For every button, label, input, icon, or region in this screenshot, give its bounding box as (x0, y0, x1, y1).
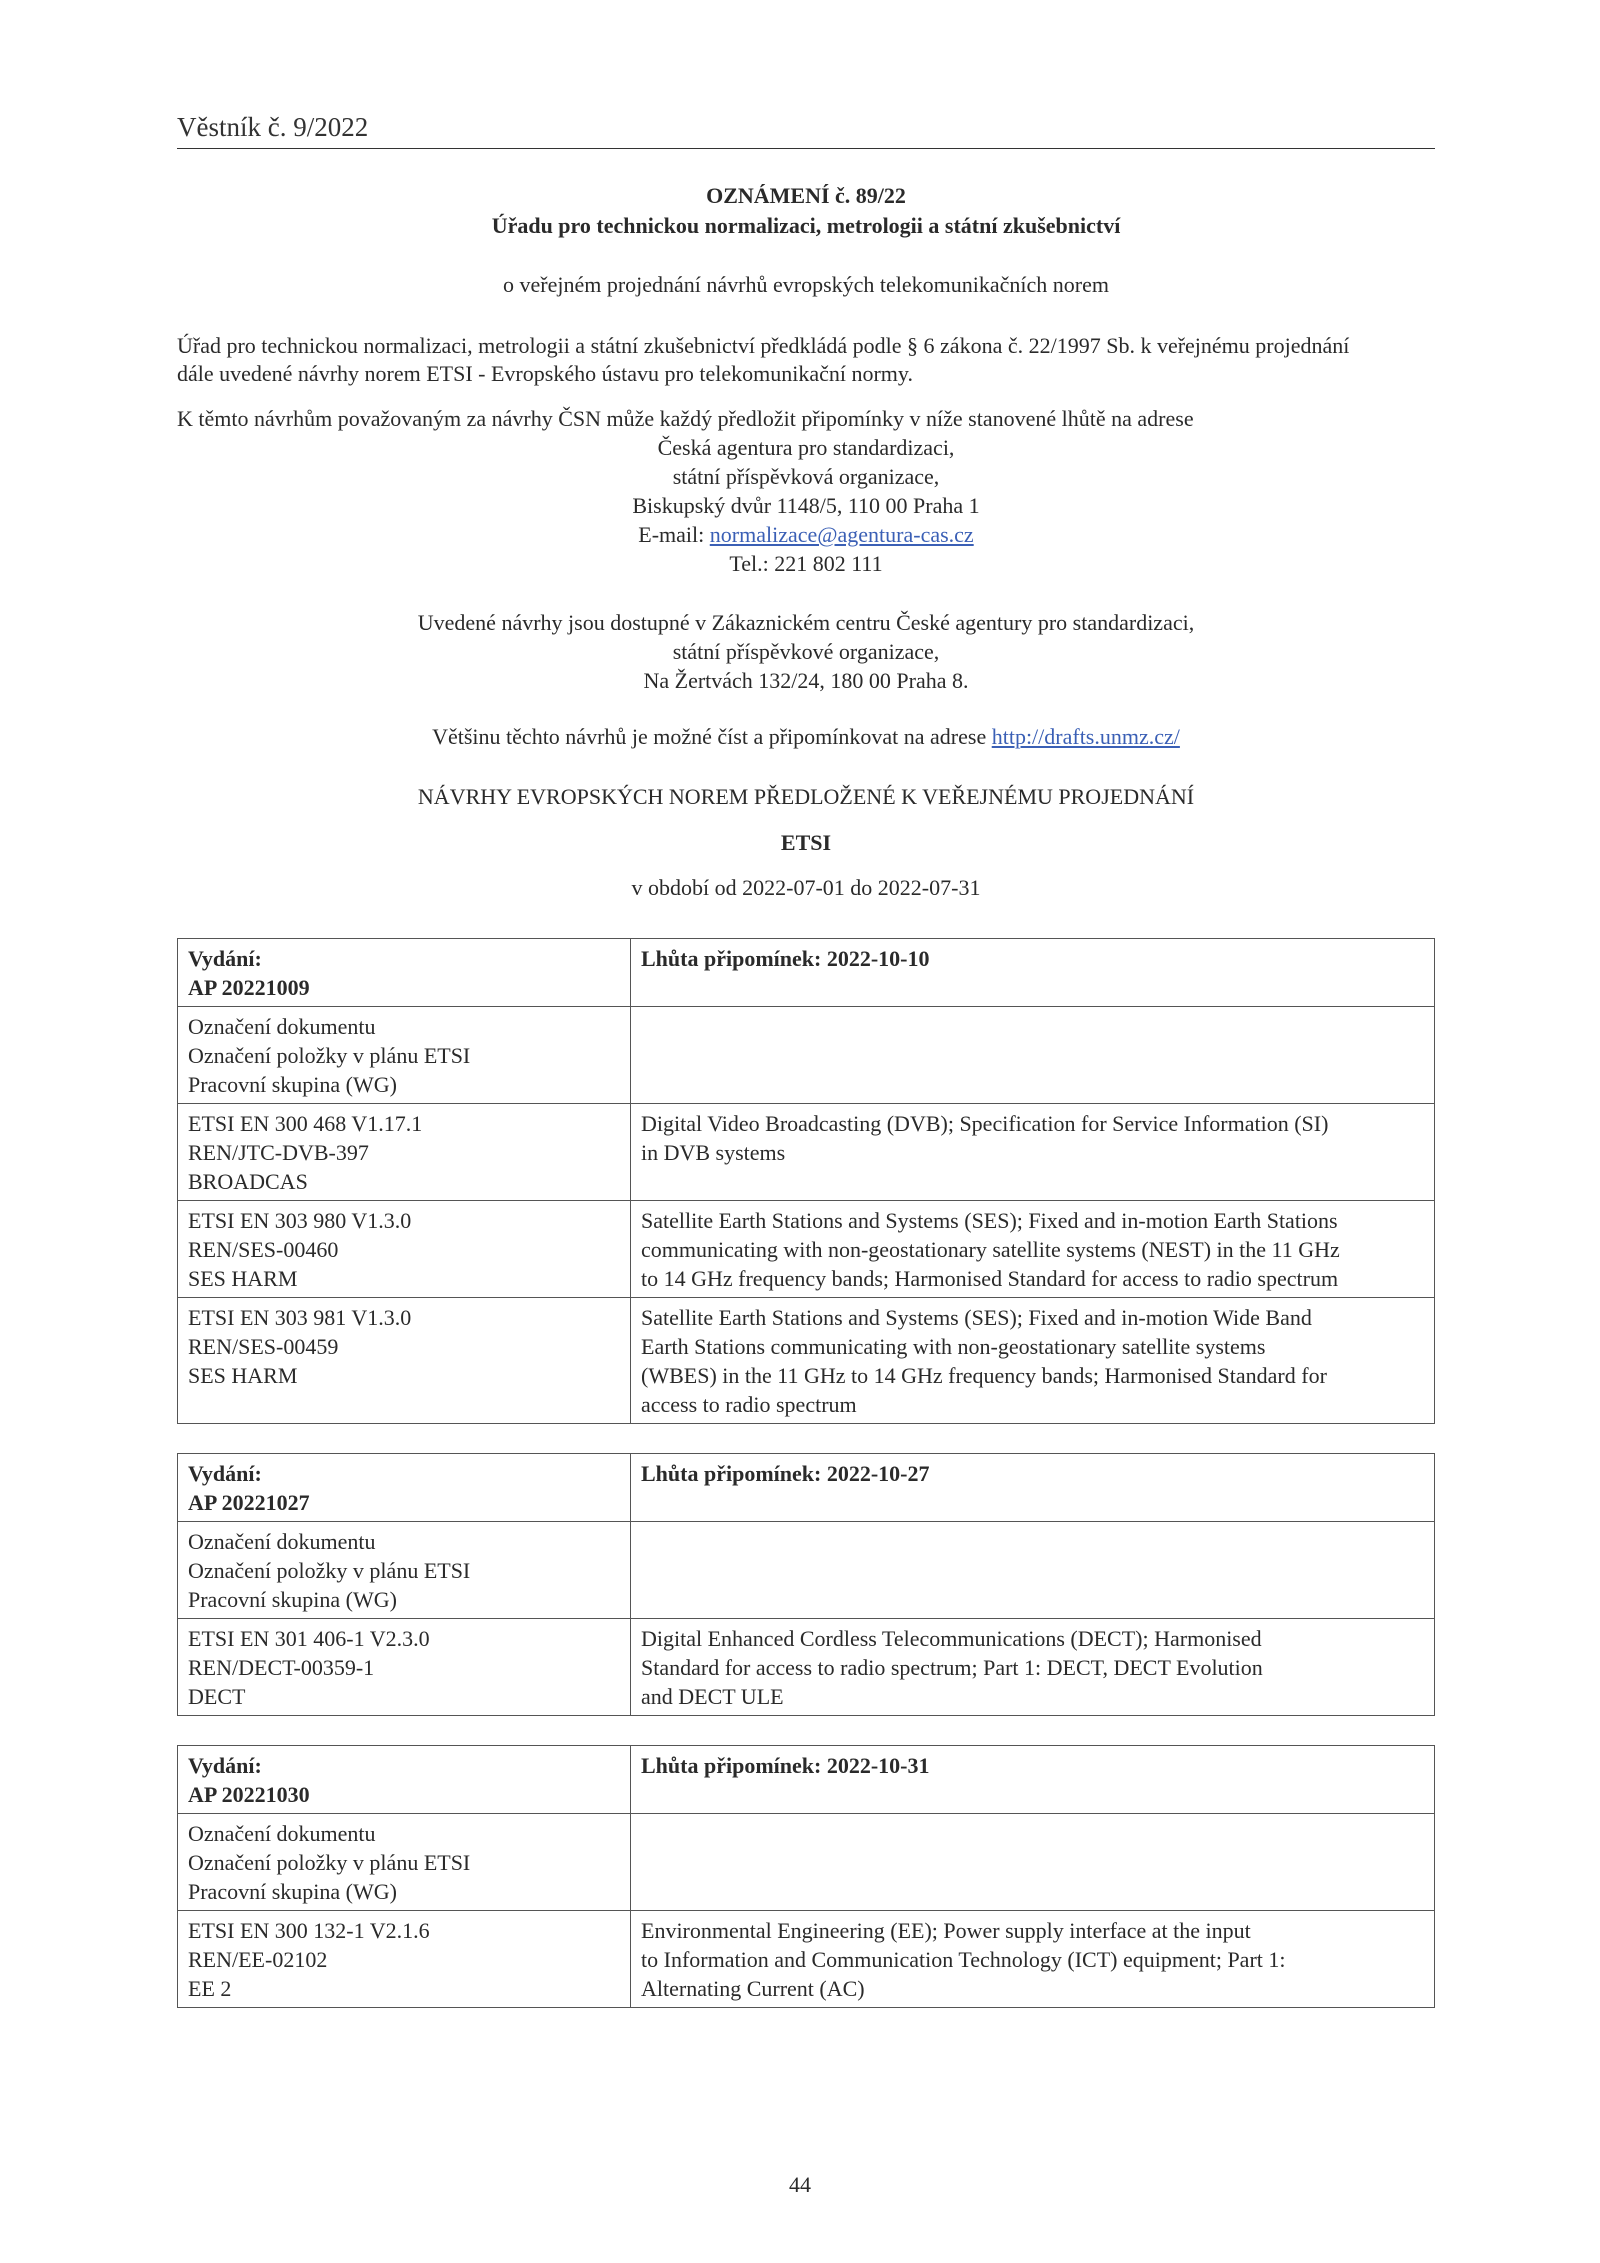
description-line: Earth Stations communicating with non-geostationary satellite systems (641, 1334, 1266, 1359)
legend-working-group: Pracovní skupina (WG) (188, 1587, 397, 1612)
deadline-cell: Lhůta připomínek: 2022-10-10 (631, 939, 1435, 1007)
deadline-cell: Lhůta připomínek: 2022-10-27 (631, 1454, 1435, 1522)
table-row (178, 1201, 1435, 1298)
issue-label: Vydání: (188, 1753, 262, 1778)
legend-row (178, 1814, 1435, 1911)
legend-cell (178, 1814, 631, 1911)
availability-line-3: Na Žertvách 132/24, 180 00 Praha 8. (643, 668, 969, 693)
document-id: ETSI EN 303 981 V1.3.0 (188, 1305, 412, 1330)
etsi-table-3 (177, 1745, 1435, 2008)
description-line: in DVB systems (641, 1140, 786, 1165)
description-line: to Information and Communication Technology (ICT) equipment; Part 1: (641, 1947, 1286, 1972)
description-line: and DECT ULE (641, 1684, 784, 1709)
org-name: ETSI (780, 830, 832, 855)
document-id: ETSI EN 301 406-1 V2.3.0 (188, 1626, 430, 1651)
legend-plan-item: Označení položky v plánu ETSI (188, 1558, 471, 1583)
online-text: Většinu těchto návrhů je možné číst a připomínkovat na adrese (432, 724, 992, 749)
table-header-row (178, 939, 1435, 1007)
standard-ids-cell (178, 1104, 631, 1201)
legend-row (178, 1522, 1435, 1619)
description-line: Digital Enhanced Cordless Telecommunications (DECT); Harmonised (641, 1626, 1262, 1651)
description-line: Environmental Engineering (EE); Power supply interface at the input (641, 1918, 1251, 1943)
description-line: communicating with non-geostationary satellite systems (NEST) in the 11 GHz (641, 1237, 1340, 1262)
section-title: NÁVRHY EVROPSKÝCH NOREM PŘEDLOŽENÉ K VEŘEJNÉMU PROJEDNÁNÍ (417, 784, 1195, 809)
description-line: Alternating Current (AC) (641, 1976, 865, 2001)
issue-id: AP 20221009 (188, 975, 310, 1000)
table-header-row (178, 1746, 1435, 1814)
intro-paragraph (177, 332, 1435, 388)
description-line: to 14 GHz frequency bands; Harmonised Standard for access to radio spectrum (641, 1266, 1339, 1291)
standard-ids-cell (178, 1201, 631, 1298)
drafts-link[interactable]: http://drafts.unmz.cz/ (991, 724, 1180, 749)
plan-item-id: REN/DECT-00359-1 (188, 1655, 375, 1680)
description-line: access to radio spectrum (641, 1392, 857, 1417)
tel-line: Tel.: 221 802 111 (729, 551, 883, 576)
address-line-3: Biskupský dvůr 1148/5, 110 00 Praha 1 (632, 493, 980, 518)
issue-id: AP 20221027 (188, 1490, 310, 1515)
description-line: Satellite Earth Stations and Systems (SES); Fixed and in-motion Earth Stations (641, 1208, 1338, 1233)
description-line: (WBES) in the 11 GHz to 14 GHz frequency bands; Harmonised Standard for (641, 1363, 1327, 1388)
email-link[interactable]: normalizace@agentura-cas.cz (709, 522, 974, 547)
working-group: SES HARM (188, 1266, 298, 1291)
deadline-cell: Lhůta připomínek: 2022-10-31 (631, 1746, 1435, 1814)
table-row (178, 1911, 1435, 2008)
description-line: Standard for access to radio spectrum; Part 1: DECT, DECT Evolution (641, 1655, 1263, 1680)
legend-empty-cell (631, 1814, 1435, 1911)
availability-block (177, 608, 1435, 695)
working-group: SES HARM (188, 1363, 298, 1388)
legend-row (178, 1007, 1435, 1104)
legend-empty-cell (631, 1007, 1435, 1104)
description-line: Digital Video Broadcasting (DVB); Specification for Service Information (SI) (641, 1111, 1329, 1136)
announcement-title: OZNÁMENÍ č. 89/22 (706, 183, 906, 208)
plan-item-id: REN/EE-02102 (188, 1947, 328, 1972)
online-line (177, 724, 1435, 750)
standard-ids-cell (178, 1619, 631, 1716)
legend-document: Označení dokumentu (188, 1821, 376, 1846)
etsi-table-2 (177, 1453, 1435, 1716)
announcement-authority: Úřadu pro technickou normalizaci, metrologii a státní zkušebnictví (491, 213, 1121, 238)
table-header-row (178, 1454, 1435, 1522)
table-row (178, 1619, 1435, 1716)
legend-cell (178, 1522, 631, 1619)
email-label: E-mail: (638, 522, 710, 547)
page-number: 44 (789, 2172, 811, 2197)
issue-cell (178, 1454, 631, 1522)
period-line: v období od 2022-07-01 do 2022-07-31 (631, 875, 981, 900)
legend-working-group: Pracovní skupina (WG) (188, 1072, 397, 1097)
address-block (177, 433, 1435, 578)
standard-description-cell (631, 1201, 1435, 1298)
table-row (178, 1298, 1435, 1424)
issue-id: AP 20221030 (188, 1782, 310, 1807)
issue-label: Vydání: (188, 1461, 262, 1486)
bulletin-header: Věstník č. 9/2022 (177, 112, 1435, 149)
issue-label: Vydání: (188, 946, 262, 971)
legend-document: Označení dokumentu (188, 1529, 376, 1554)
document-id: ETSI EN 303 980 V1.3.0 (188, 1208, 412, 1233)
working-group: BROADCAS (188, 1169, 308, 1194)
legend-plan-item: Označení položky v plánu ETSI (188, 1043, 471, 1068)
issue-cell (178, 939, 631, 1007)
legend-empty-cell (631, 1522, 1435, 1619)
working-group: DECT (188, 1684, 246, 1709)
standard-ids-cell (178, 1298, 631, 1424)
standard-description-cell (631, 1298, 1435, 1424)
intro-line-1: Úřad pro technickou normalizaci, metrologii a státní zkušebnictví předkládá podle § 6 zákona č. 22/1997 Sb. k veřejnému projednání (177, 333, 1350, 358)
plan-item-id: REN/JTC-DVB-397 (188, 1140, 369, 1165)
standard-description-cell (631, 1619, 1435, 1716)
standard-description-cell (631, 1911, 1435, 2008)
plan-item-id: REN/SES-00459 (188, 1334, 339, 1359)
working-group: EE 2 (188, 1976, 232, 2001)
comments-paragraph: K těmto návrhům považovaným za návrhy ČSN může každý předložit připomínky v níže stanovené lhůtě na adrese (177, 406, 1194, 431)
legend-plan-item: Označení položky v plánu ETSI (188, 1850, 471, 1875)
issue-cell (178, 1746, 631, 1814)
document-id: ETSI EN 300 468 V1.17.1 (188, 1111, 423, 1136)
intro-line-2: dále uvedené návrhy norem ETSI - Evropského ústavu pro telekomunikační normy. (177, 361, 913, 386)
etsi-table-1 (177, 938, 1435, 1424)
legend-working-group: Pracovní skupina (WG) (188, 1879, 397, 1904)
announcement-subject: o veřejném projednání návrhů evropských telekomunikačních norem (502, 272, 1110, 297)
table-row (178, 1104, 1435, 1201)
plan-item-id: REN/SES-00460 (188, 1237, 339, 1262)
legend-cell (178, 1007, 631, 1104)
email-line (177, 520, 1435, 549)
legend-document: Označení dokumentu (188, 1014, 376, 1039)
standard-description-cell (631, 1104, 1435, 1201)
standard-ids-cell (178, 1911, 631, 2008)
description-line: Satellite Earth Stations and Systems (SES); Fixed and in-motion Wide Band (641, 1305, 1312, 1330)
document-id: ETSI EN 300 132-1 V2.1.6 (188, 1918, 430, 1943)
availability-line-2: státní příspěvkové organizace, (672, 639, 940, 664)
address-line-2: státní příspěvková organizace, (672, 464, 940, 489)
address-line-1: Česká agentura pro standardizaci, (657, 435, 955, 460)
availability-line-1: Uvedené návrhy jsou dostupné v Zákaznickém centru České agentury pro standardizaci, (417, 610, 1195, 635)
